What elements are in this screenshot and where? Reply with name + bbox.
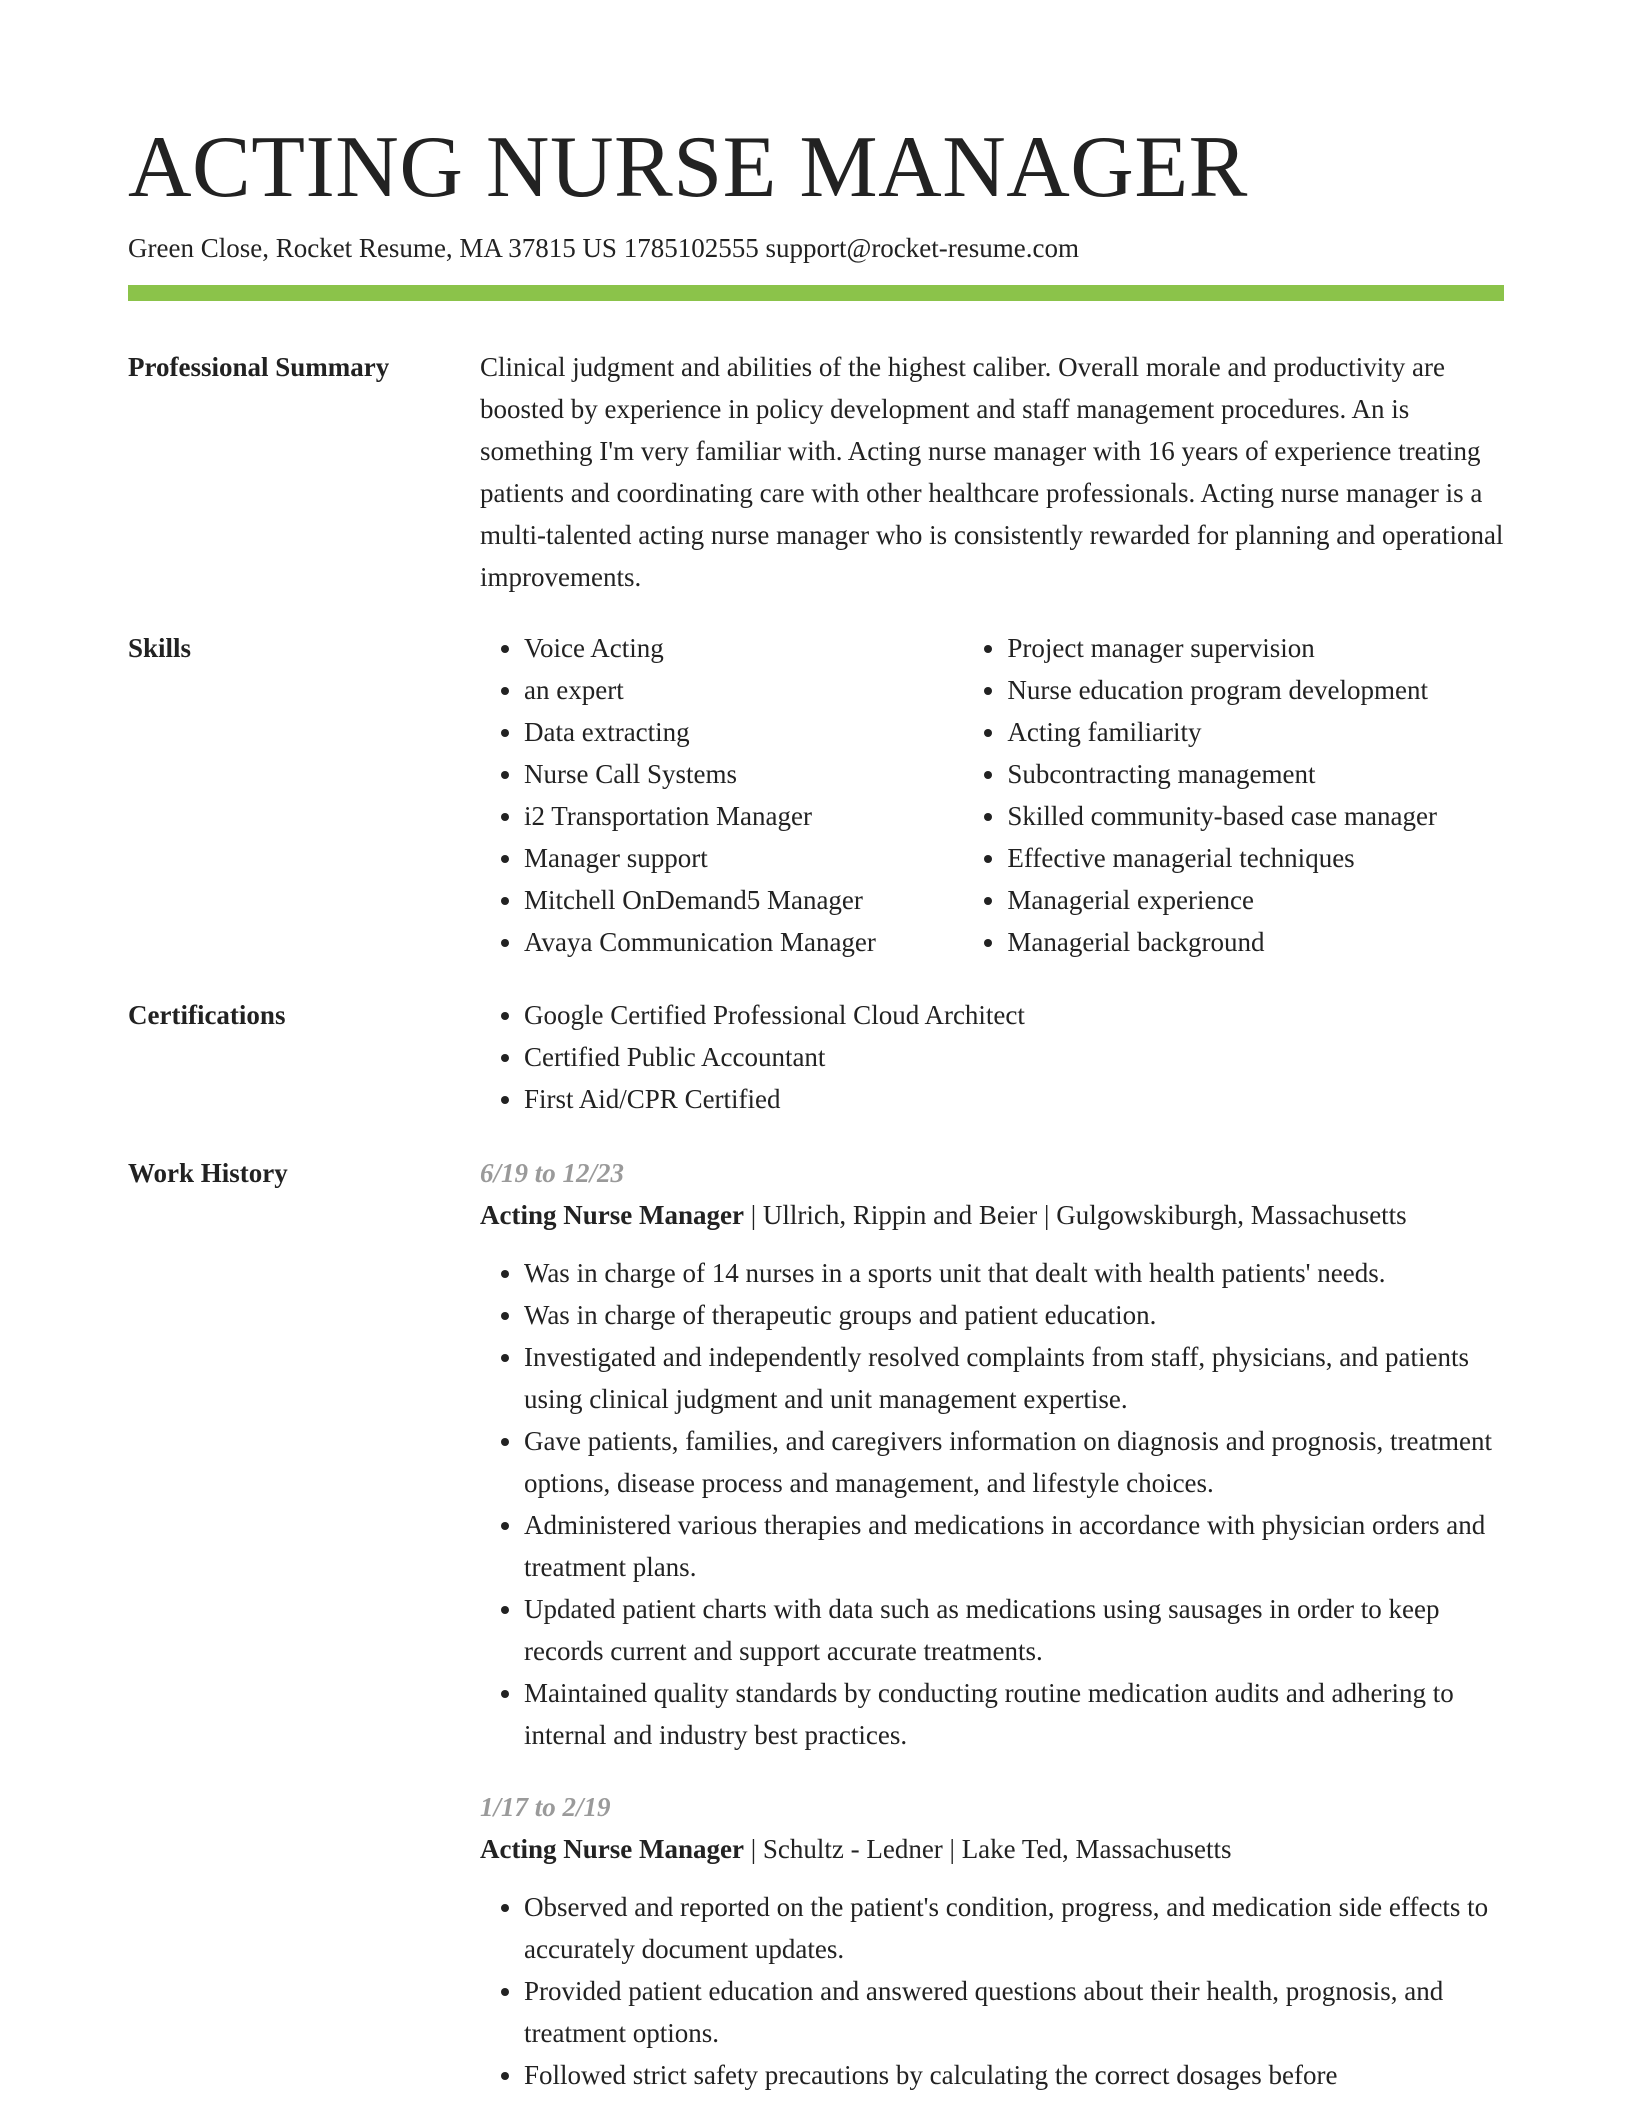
job-bullets (480, 1886, 1504, 2096)
skill-item: • Avaya Communication Manager (524, 921, 963, 963)
skills-list-left (480, 627, 963, 963)
job-bullet: • Maintained quality standards by conducting routine medication audits and adhering to internal and industry best practices. (524, 1672, 1504, 1756)
job-details: | Ullrich, Rippin and Beier | Gulgowskiburgh, Massachusetts (743, 1200, 1407, 1230)
job-title: Acting Nurse Manager (480, 1200, 744, 1230)
resume-name: ACTING NURSE MANAGER (128, 119, 1248, 216)
section-title-skills: Skills (128, 633, 192, 663)
section-title-summary: Professional Summary (128, 352, 390, 382)
certifications-body (480, 994, 1504, 1120)
skill-item: • an expert (524, 669, 963, 711)
skill-item: • Acting familiarity (1007, 711, 1504, 753)
skill-item: • Managerial experience (1007, 879, 1504, 921)
job-bullet: • Administered various therapies and medications in accordance with physician orders and treatment plans. (524, 1504, 1504, 1588)
work-body (480, 1152, 1504, 2126)
job-bullet: • Investigated and independently resolved complaints from staff, physicians, and patients using clinical judgment and unit management expertise. (524, 1336, 1504, 1420)
skill-item: • Mitchell OnDemand5 Manager (524, 879, 963, 921)
skill-item: • Skilled community-based case manager (1007, 795, 1504, 837)
job-bullet: • Gave patients, families, and caregivers information on diagnosis and prognosis, treatment options, disease process and management, and lifestyle choices. (524, 1420, 1504, 1504)
summary-body (480, 346, 1504, 598)
section-title-work: Work History (128, 1158, 288, 1188)
job-title-line (480, 1194, 1504, 1236)
job-bullet: • Was in charge of 14 nurses in a sports unit that dealt with health patients' needs. (524, 1252, 1504, 1294)
job-details: | Schultz - Ledner | Lake Ted, Massachusetts (743, 1834, 1232, 1864)
job-bullets (480, 1252, 1504, 1756)
job-title: Acting Nurse Manager (480, 1834, 744, 1864)
skill-item: • Project manager supervision (1007, 627, 1504, 669)
summary-text: Clinical judgment and abilities of the highest caliber. Overall morale and productivity are boosted by experience in policy development and staff management procedures. An is something I'm very familiar with. Acting nurse manager with 16 years of experience treating patients and coordinating care with other healthcare professionals. Acting nurse manager is a multi-talented acting nurse manager who is consistently rewarded for planning and operational improvements. (480, 352, 1504, 592)
job-entry (480, 1786, 1504, 2096)
certification-item: • Google Certified Professional Cloud Architect (524, 994, 1504, 1036)
skill-item: • Manager support (524, 837, 963, 879)
job-bullet: • Was in charge of therapeutic groups and patient education. (524, 1294, 1504, 1336)
skill-item: • Subcontracting management (1007, 753, 1504, 795)
skill-item: • i2 Transportation Manager (524, 795, 963, 837)
skill-item: • Effective managerial techniques (1007, 837, 1504, 879)
certifications-list (480, 994, 1504, 1120)
skill-item: • Nurse Call Systems (524, 753, 963, 795)
job-date: 1/17 to 2/19 (480, 1792, 611, 1822)
skill-item: • Nurse education program development (1007, 669, 1504, 711)
accent-rule (128, 285, 1504, 301)
skill-item: • Voice Acting (524, 627, 963, 669)
certification-item: • Certified Public Accountant (524, 1036, 1504, 1078)
contact-line: Green Close, Rocket Resume, MA 37815 US 1785102555 support@rocket-resume.com (128, 233, 1079, 263)
job-entry (480, 1152, 1504, 1756)
section-title-certifications: Certifications (128, 1000, 286, 1030)
job-bullet: • Updated patient charts with data such as medications using sausages in order to keep records current and support accurate treatments. (524, 1588, 1504, 1672)
job-title-line (480, 1828, 1504, 1870)
certification-item: • First Aid/CPR Certified (524, 1078, 1504, 1120)
job-bullet: • Observed and reported on the patient's condition, progress, and medication side effects to accurately document updates. (524, 1886, 1504, 1970)
job-bullet: • Followed strict safety precautions by calculating the correct dosages before (524, 2054, 1504, 2096)
skills-columns (480, 627, 1504, 963)
skill-item: • Data extracting (524, 711, 963, 753)
job-date: 6/19 to 12/23 (480, 1158, 625, 1188)
job-bullet: • Provided patient education and answered questions about their health, prognosis, and treatment options. (524, 1970, 1504, 2054)
skill-item: • Managerial background (1007, 921, 1504, 963)
skills-list-right (963, 627, 1504, 963)
